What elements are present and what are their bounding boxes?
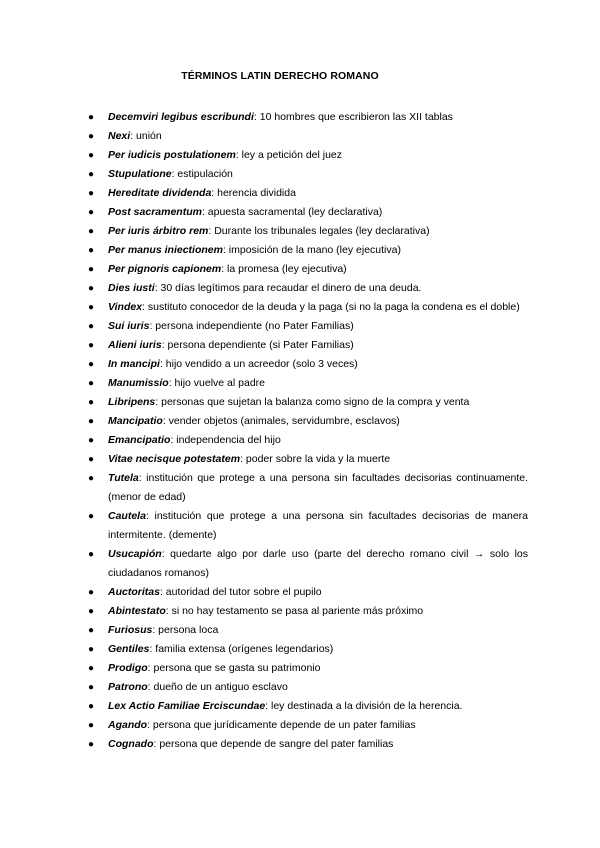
term-name: Patrono — [108, 681, 148, 693]
term-separator: : — [149, 320, 153, 332]
list-item — [88, 450, 528, 469]
term-separator: : — [265, 700, 269, 712]
term-name: Manumissio — [108, 377, 169, 389]
term-name: Post sacramentum — [108, 206, 202, 218]
bullet-icon: ● — [88, 701, 95, 712]
list-item — [88, 545, 528, 583]
bullet-icon: ● — [88, 720, 95, 731]
term-name: Per manus iniectionem — [108, 244, 223, 256]
term-separator: : — [211, 187, 215, 199]
term-separator: : — [145, 510, 149, 522]
term-definition: hijo vendido a un acreedor (solo 3 veces) — [162, 358, 358, 370]
term-separator: : — [222, 244, 226, 256]
term-definition: si no hay testamento se pasa al pariente más próximo — [168, 605, 424, 617]
term-definition: 30 días legítimos para recaudar el dinero de una deuda. — [157, 282, 422, 294]
bullet-icon: ● — [88, 150, 95, 161]
list-item — [88, 108, 528, 127]
bullet-icon: ● — [88, 511, 95, 522]
list-item — [88, 336, 528, 355]
term-definition: persona dependiente (si Pater Familias) — [164, 339, 354, 351]
term-separator: : — [235, 149, 239, 161]
term-name: Per pignoris capionem — [108, 263, 222, 275]
term-definition: dueño de un antiguo esclavo — [150, 681, 288, 693]
term-definition: imposición de la mano (ley ejecutiva) — [225, 244, 401, 256]
term-separator: : — [201, 206, 205, 218]
term-separator: : — [161, 548, 165, 560]
term-separator: : — [152, 624, 156, 636]
term-definition: ley a petición del juez — [238, 149, 343, 161]
list-item — [88, 621, 528, 640]
term-separator: : — [165, 605, 169, 617]
term-separator: : — [153, 738, 157, 750]
term-name: Per iudicis postulationem — [108, 149, 236, 161]
term-definition: estipulación — [174, 168, 233, 180]
term-separator: : — [159, 358, 163, 370]
term-definition: persona loca — [155, 624, 219, 636]
term-name: In mancipi — [108, 358, 160, 370]
list-item — [88, 279, 528, 298]
list-item — [88, 678, 528, 697]
bullet-icon: ● — [88, 644, 95, 655]
term-definition: Durante los tribunales legales (ley declarativa) — [211, 225, 430, 237]
term-name: Per iuris árbitro rem — [108, 225, 209, 237]
list-item — [88, 469, 528, 507]
list-item — [88, 716, 528, 735]
bullet-icon: ● — [88, 549, 95, 560]
list-item — [88, 640, 528, 659]
bullet-icon: ● — [88, 625, 95, 636]
term-separator: : — [142, 301, 145, 313]
term-definition: persona que depende de sangre del pater familias — [156, 738, 394, 750]
term-definition: familia extensa (orígenes legendarios) — [152, 643, 334, 655]
list-item — [88, 241, 528, 260]
term-separator: : — [171, 168, 175, 180]
term-definition: ley destinada a la división de la herencia. — [268, 700, 463, 712]
bullet-icon: ● — [88, 378, 95, 389]
term-name: Agando — [108, 719, 148, 731]
term-name: Vitae necisque potestatem — [108, 453, 241, 465]
term-name: Libripens — [108, 396, 156, 408]
term-name: Vindex — [108, 301, 143, 313]
page-title: TÉRMINOS LATIN DERECHO ROMANO — [181, 70, 379, 82]
bullet-icon: ● — [88, 283, 95, 294]
bullet-icon: ● — [88, 321, 95, 332]
bullet-icon: ● — [88, 682, 95, 693]
bullet-icon: ● — [88, 397, 95, 408]
term-name: Stupulatione — [108, 168, 172, 180]
list-item — [88, 203, 528, 222]
term-separator: : — [240, 453, 243, 465]
list-item — [88, 374, 528, 393]
term-separator: : — [170, 434, 174, 446]
term-definition: institución que protege a una persona sin facultades decisorias de manera intermitente. (demente) — [108, 510, 528, 541]
term-name: Furiosus — [108, 624, 153, 636]
term-separator: : — [147, 662, 151, 674]
term-definition: personas que sujetan la balanza como signo de la compra y venta — [158, 396, 470, 408]
term-separator: : — [147, 719, 150, 731]
bullet-icon: ● — [88, 169, 95, 180]
list-item — [88, 298, 528, 317]
term-separator: : — [147, 681, 151, 693]
term-name: Gentiles — [108, 643, 150, 655]
term-definition: persona independiente (no Pater Familias) — [152, 320, 354, 332]
term-separator: : — [162, 415, 166, 427]
term-name: Usucapión — [108, 548, 162, 560]
list-item — [88, 393, 528, 412]
bullet-icon: ● — [88, 188, 95, 199]
list-item — [88, 260, 528, 279]
list-item — [88, 735, 528, 754]
bullet-icon: ● — [88, 264, 95, 275]
term-definition: poder sobre la vida y la muerte — [243, 453, 391, 465]
list-item — [88, 697, 528, 716]
term-definition: herencia dividida — [214, 187, 296, 199]
bullet-icon: ● — [88, 606, 95, 617]
term-name: Sui iuris — [108, 320, 150, 332]
term-definition: unión — [133, 130, 162, 142]
term-separator: : — [130, 130, 134, 142]
list-item — [88, 602, 528, 621]
term-separator: : — [155, 396, 159, 408]
list-item — [88, 659, 528, 678]
term-definition: 10 hombres que escribieron las XII tablas — [256, 111, 453, 123]
list-item — [88, 583, 528, 602]
bullet-icon: ● — [88, 739, 95, 750]
term-separator: : — [159, 586, 163, 598]
bullet-icon: ● — [88, 416, 95, 427]
term-definition: vender objetos (animales, servidumbre, esclavos) — [165, 415, 400, 427]
term-name: Prodigo — [108, 662, 148, 674]
bullet-icon: ● — [88, 112, 95, 123]
bullet-icon: ● — [88, 131, 95, 142]
bullet-icon: ● — [88, 435, 95, 446]
bullet-icon: ● — [88, 473, 95, 484]
term-name: Hereditate dividenda — [108, 187, 212, 199]
term-definition: hijo vuelve al padre — [171, 377, 266, 389]
list-item — [88, 165, 528, 184]
bullet-icon: ● — [88, 302, 95, 313]
term-separator: : — [208, 225, 212, 237]
list-item — [88, 355, 528, 374]
term-definition: autoridad del tutor sobre el pupilo — [162, 586, 322, 598]
term-definition: quedarte algo por darle uso (parte del derecho romano civil → solo los ciudadanos romanos) — [108, 548, 528, 579]
term-name: Alieni iuris — [108, 339, 162, 351]
list-item — [88, 127, 528, 146]
bullet-icon: ● — [88, 226, 95, 237]
term-name: Nexi — [108, 130, 131, 142]
bullet-icon: ● — [88, 454, 95, 465]
term-separator: : — [161, 339, 165, 351]
bullet-icon: ● — [88, 340, 95, 351]
list-item — [88, 146, 528, 165]
bullet-icon: ● — [88, 663, 95, 674]
term-separator: : — [168, 377, 172, 389]
list-item — [88, 507, 528, 545]
term-name: Abintestato — [108, 605, 166, 617]
bullet-icon: ● — [88, 359, 95, 370]
term-name: Lex Actio Familiae Erciscundae — [108, 700, 266, 712]
list-item — [88, 222, 528, 241]
term-separator: : — [149, 643, 153, 655]
term-separator: : — [253, 111, 257, 123]
term-definition: persona que jurídicamente depende de un pater familias — [150, 719, 416, 731]
term-name: Cautela — [108, 510, 146, 522]
bullet-icon: ● — [88, 207, 95, 218]
term-name: Tutela — [108, 472, 139, 484]
term-separator: : — [221, 263, 225, 275]
term-definition: sustituto conocedor de la deuda y la paga (si no la paga la condena es el doble) — [144, 301, 520, 313]
term-definition: independencia del hijo — [173, 434, 281, 446]
term-name: Mancipatio — [108, 415, 163, 427]
term-list — [88, 108, 528, 754]
bullet-icon: ● — [88, 245, 95, 256]
bullet-icon: ● — [88, 587, 95, 598]
term-separator: : — [154, 282, 158, 294]
term-name: Dies iusti — [108, 282, 155, 294]
term-name: Auctoritas — [108, 586, 160, 598]
term-name: Cognado — [108, 738, 154, 750]
term-definition: la promesa (ley ejecutiva) — [224, 263, 347, 275]
list-item — [88, 184, 528, 203]
list-item — [88, 431, 528, 450]
term-definition: persona que se gasta su patrimonio — [150, 662, 321, 674]
term-definition: apuesta sacramental (ley declarativa) — [204, 206, 383, 218]
term-name: Decemviri legibus escribundi — [108, 111, 254, 123]
term-name: Emancipatio — [108, 434, 171, 446]
list-item — [88, 317, 528, 336]
term-separator: : — [138, 472, 142, 484]
term-definition: institución que protege a una persona sin facultades decisorias continuamente. (menor de edad) — [108, 472, 528, 503]
list-item — [88, 412, 528, 431]
